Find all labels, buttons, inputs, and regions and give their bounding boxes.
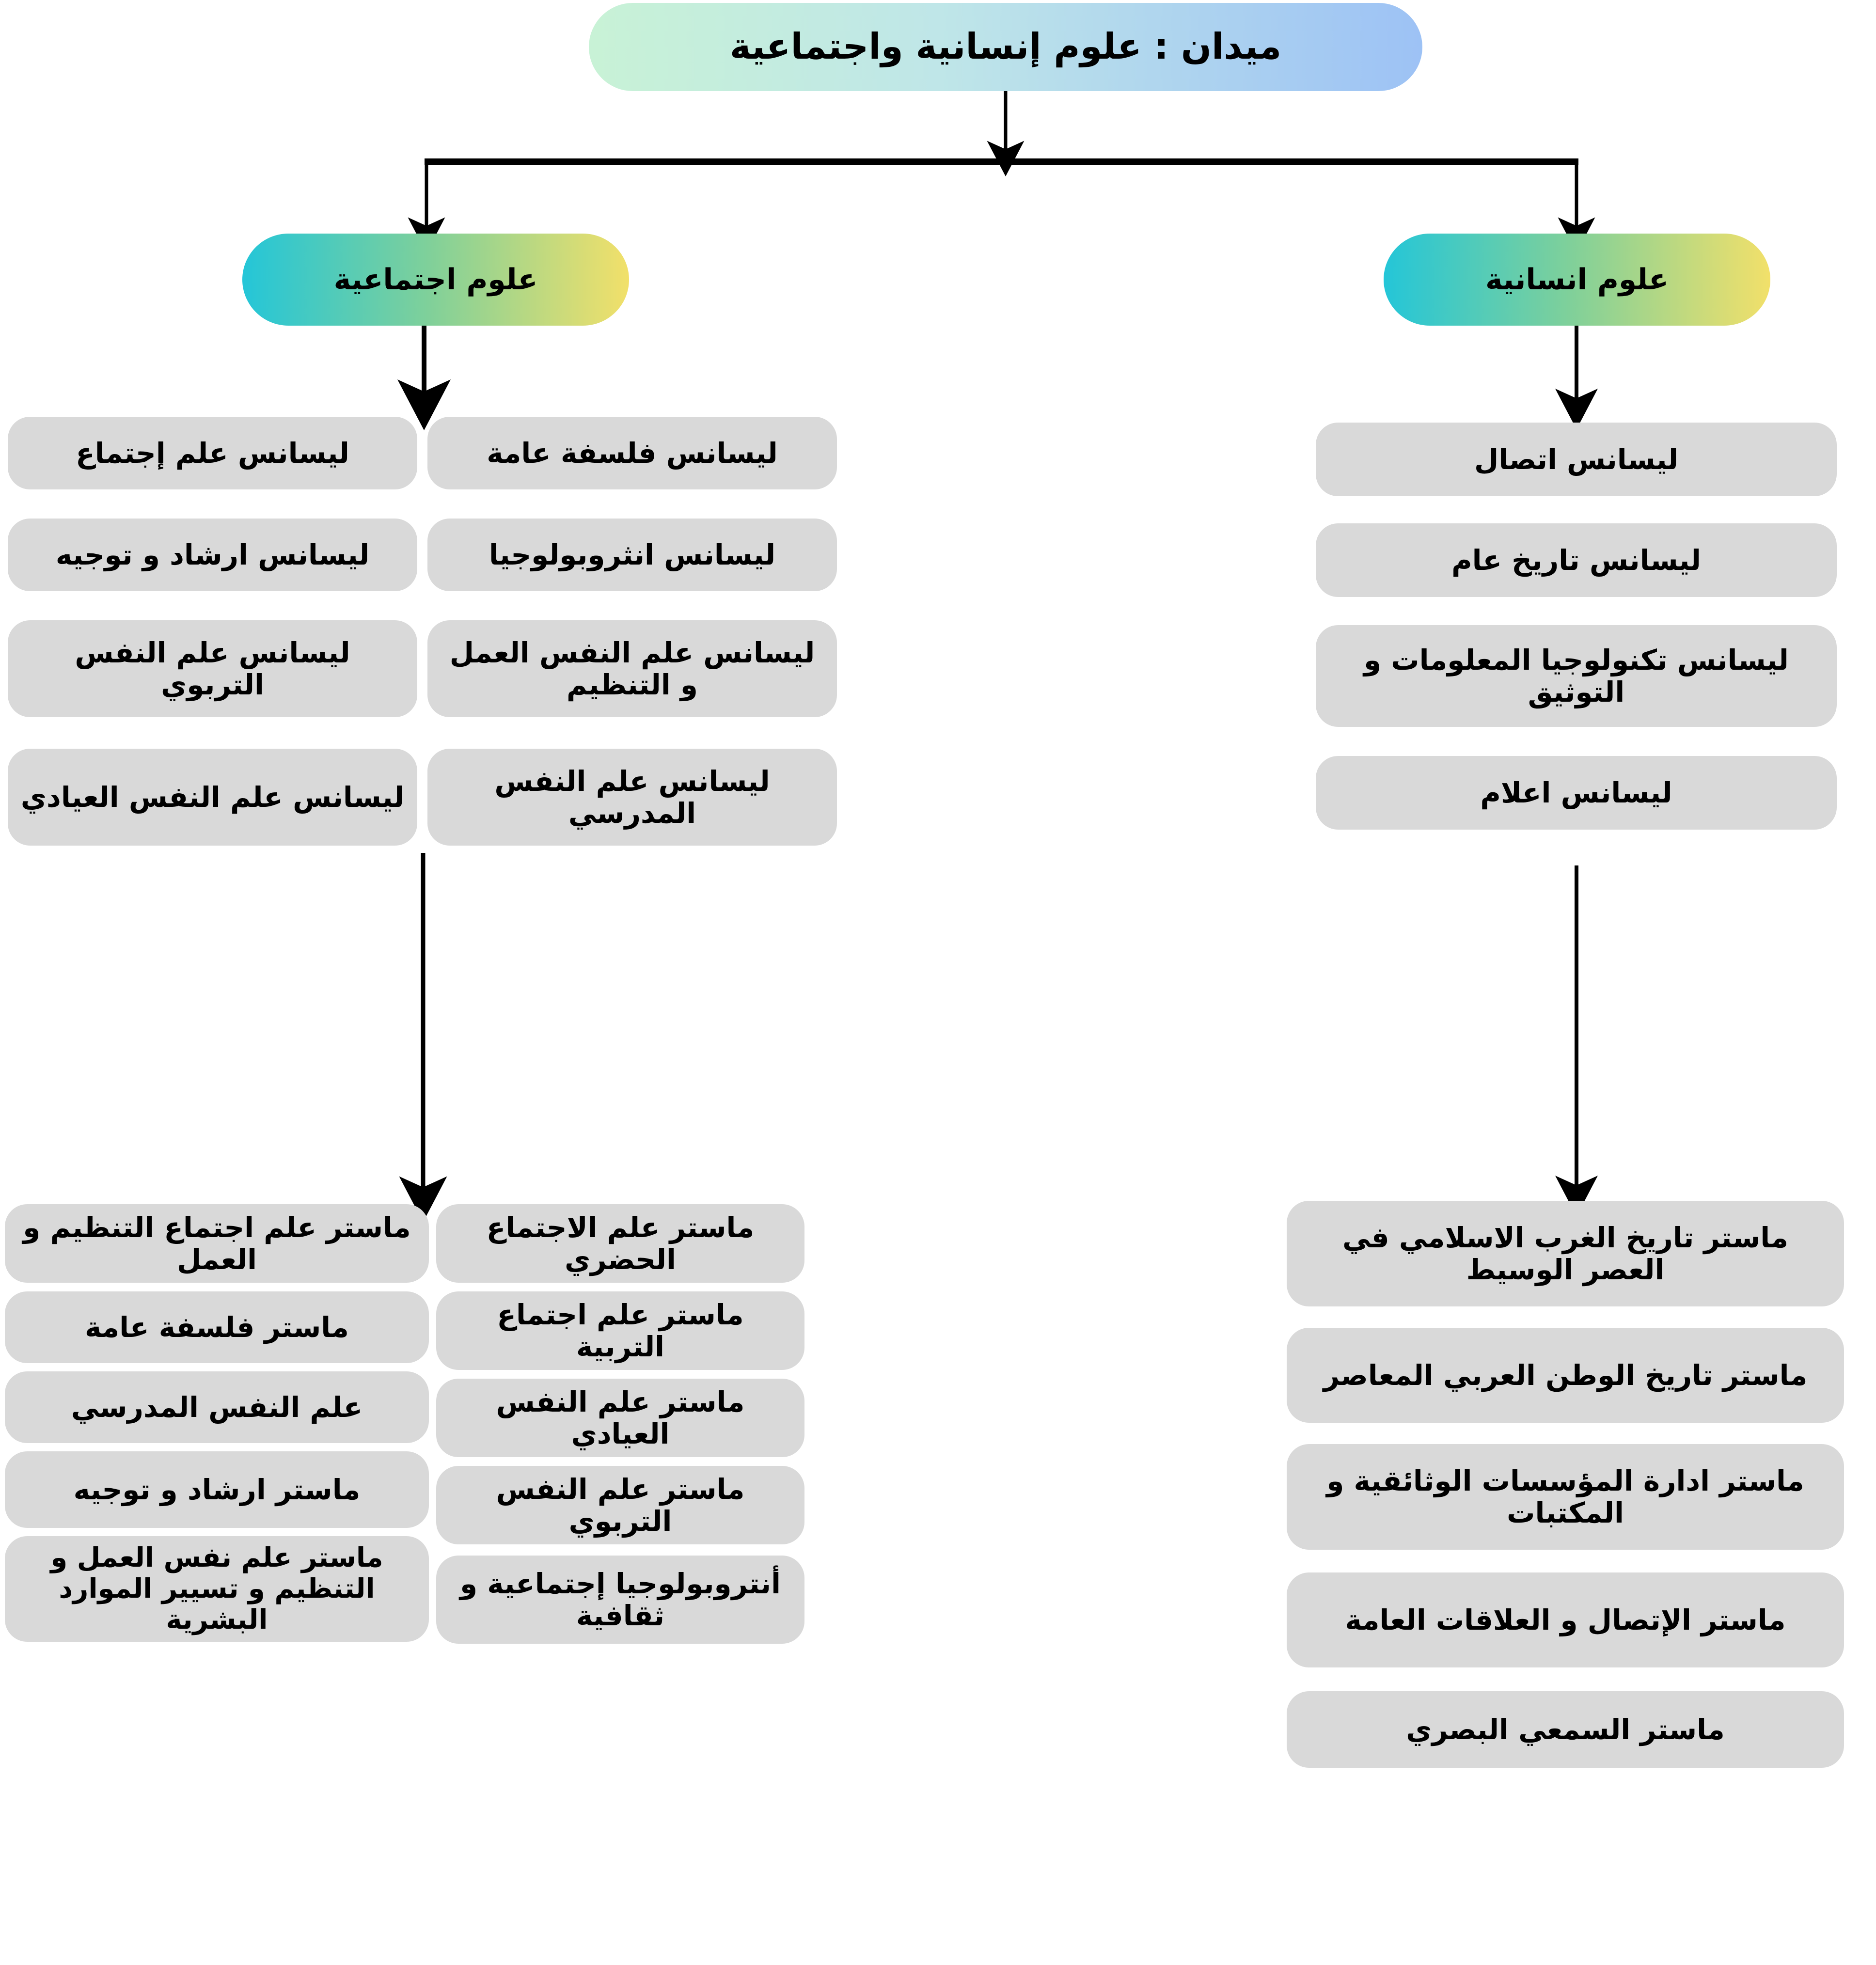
- program-label: ليسانس فلسفة عامة: [487, 436, 778, 470]
- program-box-licence-humanities-1[interactable]: [1316, 423, 1837, 496]
- program-label: ماستر الإتصال و العلاقات العامة: [1345, 1603, 1786, 1636]
- program-box-master-humanities-5[interactable]: [1287, 1691, 1844, 1768]
- program-label: ماستر السمعي البصري: [1406, 1713, 1725, 1746]
- program-box-master-social-left-2[interactable]: [5, 1291, 429, 1363]
- program-label: ماستر فلسفة عامة: [85, 1310, 349, 1344]
- program-box-licence-social-left-1[interactable]: [8, 417, 417, 489]
- program-box-licence-humanities-2[interactable]: [1316, 523, 1837, 597]
- program-label: ليسانس علم النفس العمل و التنظيم: [449, 636, 815, 701]
- program-box-master-social-right-5[interactable]: [436, 1556, 804, 1644]
- program-label: ليسانس انثروبولوجيا: [489, 538, 776, 571]
- program-label: ماستر علم النفس العيادي: [496, 1385, 745, 1450]
- branch-node-social-sciences-label: علوم اجتماعية: [333, 262, 538, 297]
- program-label: ماستر ارشاد و توجيه: [73, 1473, 361, 1506]
- branch-node-humanities-label: علوم انسانية: [1485, 262, 1669, 297]
- program-box-master-humanities-3[interactable]: [1287, 1444, 1844, 1550]
- program-box-licence-humanities-3[interactable]: [1316, 625, 1837, 727]
- program-box-master-social-left-5[interactable]: [5, 1536, 429, 1642]
- program-label: ليسانس علم إجتماع: [76, 436, 349, 470]
- program-label: ليسانس ارشاد و توجيه: [55, 538, 370, 571]
- program-box-master-humanities-4[interactable]: [1287, 1572, 1844, 1667]
- root-node-field[interactable]: [589, 3, 1422, 91]
- branch-node-social-sciences[interactable]: [242, 234, 629, 326]
- program-box-master-humanities-2[interactable]: [1287, 1328, 1844, 1423]
- program-label: ليسانس تاريخ عام: [1451, 543, 1701, 577]
- program-label: ليسانس تكنولوجيا المعلومات و التوثيق: [1364, 643, 1789, 708]
- program-label: ماستر علم نفس العمل و التنظيم و تسيير الموارد البشرية: [50, 1542, 383, 1635]
- program-label: ماستر علم الاجتماع الحضري: [486, 1210, 755, 1276]
- program-box-licence-social-left-3[interactable]: [8, 620, 417, 717]
- program-box-master-humanities-1[interactable]: [1287, 1201, 1844, 1306]
- program-label: أنتروبولوجيا إجتماعية و ثقافية: [460, 1567, 781, 1632]
- program-label: ماستر علم النفس التربوي: [496, 1472, 745, 1538]
- program-label: ليسانس علم النفس المدرسي: [494, 764, 770, 830]
- program-box-licence-social-left-2[interactable]: [8, 519, 417, 591]
- program-box-master-social-left-3[interactable]: [5, 1371, 429, 1443]
- program-label: ليسانس علم النفس التربوي: [75, 636, 350, 701]
- root-node-label: ميدان : علوم إنسانية واجتماعية: [729, 26, 1282, 68]
- program-box-licence-social-left-4[interactable]: [8, 749, 417, 846]
- program-box-master-social-left-1[interactable]: [5, 1204, 429, 1283]
- program-box-licence-social-right-4[interactable]: [427, 749, 837, 846]
- branch-node-humanities[interactable]: [1384, 234, 1770, 326]
- program-box-master-social-right-3[interactable]: [436, 1379, 804, 1457]
- program-label: ماستر علم اجتماع التربية: [497, 1298, 744, 1363]
- program-box-licence-social-right-1[interactable]: [427, 417, 837, 489]
- program-box-master-social-right-1[interactable]: [436, 1204, 804, 1283]
- program-label: ليسانس اتصال: [1474, 442, 1679, 476]
- program-label: ليسانس اعلام: [1480, 776, 1672, 809]
- program-label: ماستر علم اجتماع التنظيم و العمل: [23, 1210, 411, 1276]
- program-box-licence-humanities-4[interactable]: [1316, 756, 1837, 830]
- program-label: علم النفس المدرسي: [71, 1390, 363, 1424]
- program-box-master-social-right-4[interactable]: [436, 1466, 804, 1544]
- program-box-master-social-right-2[interactable]: [436, 1291, 804, 1370]
- program-box-licence-social-right-3[interactable]: [427, 620, 837, 717]
- program-box-licence-social-right-2[interactable]: [427, 519, 837, 591]
- program-label: ماستر تاريخ الوطن العربي المعاصر: [1323, 1358, 1808, 1392]
- program-box-master-social-left-4[interactable]: [5, 1451, 429, 1528]
- program-label: ماستر ادارة المؤسسات الوثائقية و المكتبات: [1326, 1464, 1804, 1529]
- program-label: ماستر تاريخ الغرب الاسلامي في العصر الوسيط: [1342, 1221, 1788, 1286]
- program-label: ليسانس علم النفس العيادي: [20, 780, 405, 814]
